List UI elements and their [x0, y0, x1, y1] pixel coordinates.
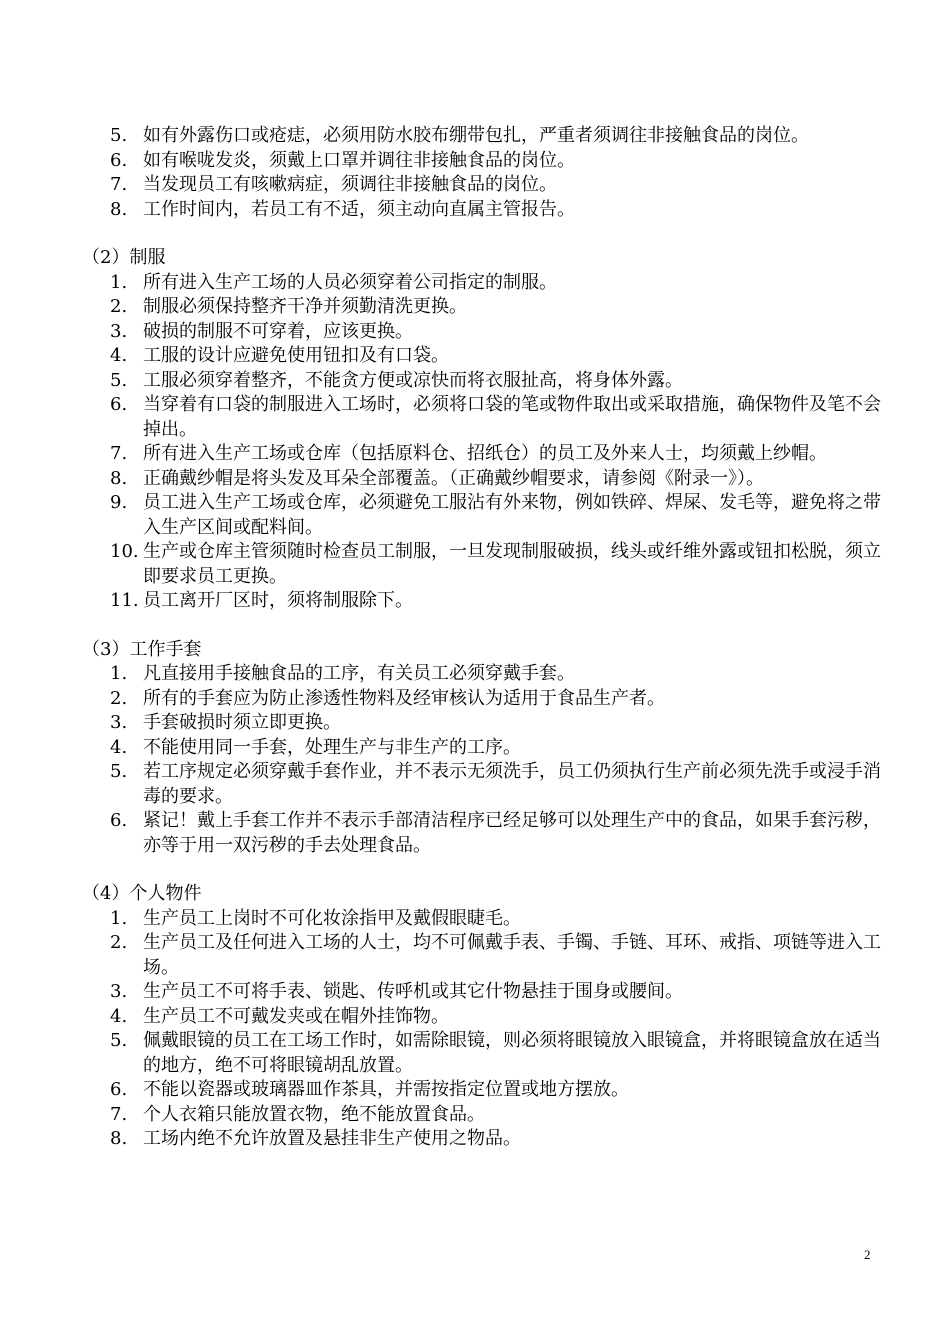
- list-item: [82, 491, 882, 540]
- list-item-number: 2.: [110, 296, 128, 317]
- list-item-number: 8.: [110, 1128, 128, 1149]
- list-item-number: 3.: [110, 981, 128, 1002]
- list-item-number: 6.: [110, 810, 128, 831]
- list-item: [82, 442, 882, 467]
- list-item: [82, 736, 882, 761]
- list-item: [82, 124, 882, 149]
- list-item-number: 11.: [110, 590, 139, 611]
- list-item-number: 6.: [110, 1079, 128, 1100]
- list-item-number: 7.: [110, 174, 128, 195]
- list-item-text: 生产员工不可将手表、锁匙、传呼机或其它什物悬挂于围身或腰间。: [143, 981, 683, 1002]
- section-list: [82, 907, 882, 1152]
- section-list: [82, 271, 882, 614]
- list-item-number: 2.: [110, 687, 128, 709]
- list-item: [82, 1005, 882, 1030]
- list-item: [82, 149, 882, 174]
- intro-list: [82, 124, 882, 222]
- list-item-text: 凡直接用手接触食品的工序，有关员工必须穿戴手套。: [143, 663, 575, 684]
- list-item-text: 员工进入生产工场或仓库，必须避免工服沾有外来物，例如铁碎、焊屎、发毛等，避免将之带入生产区间或配料间。: [143, 492, 881, 538]
- page-number: 2: [864, 1247, 871, 1262]
- list-item-number: 3.: [110, 320, 128, 342]
- list-item-number: 9.: [110, 492, 128, 513]
- list-item-text: 若工序规定必须穿戴手套作业，并不表示无须洗手，员工仍须执行生产前必须先洗手或浸手消毒的要求。: [143, 761, 881, 807]
- list-item: [82, 198, 882, 223]
- list-item-number: 4.: [110, 1005, 128, 1027]
- list-item-text: 工服必须穿着整齐，不能贪方便或凉快而将衣服扯高，将身体外露。: [143, 369, 683, 391]
- page-content: [82, 124, 882, 1152]
- list-item: [82, 540, 882, 589]
- list-item-text: 所有进入生产工场的人员必须穿着公司指定的制服。: [143, 271, 557, 293]
- list-item-number: 4.: [110, 345, 128, 366]
- list-item-text: 工作时间内，若员工有不适，须主动向直属主管报告。: [143, 198, 575, 220]
- list-item: [82, 980, 882, 1005]
- list-item: [82, 271, 882, 296]
- list-item-text: 所有进入生产工场或仓库（包括原料仓、招纸仓）的员工及外来人士，均须戴上纱帽。: [143, 443, 827, 464]
- list-item-number: 5.: [110, 369, 128, 391]
- list-item-text: 当发现员工有咳嗽病症，须调往非接触食品的岗位。: [143, 174, 557, 195]
- list-item-number: 8.: [110, 198, 128, 220]
- section: [82, 246, 882, 614]
- list-item-number: 7.: [110, 1103, 128, 1125]
- list-item: [82, 369, 882, 394]
- list-item: [82, 393, 882, 442]
- list-item-text: 员工离开厂区时，须将制服除下。: [143, 590, 413, 611]
- list-item-text: 工服的设计应避免使用钮扣及有口袋。: [143, 345, 449, 366]
- list-item: [82, 1078, 882, 1103]
- list-item-number: 6.: [110, 149, 128, 171]
- list-item-text: 手套破损时须立即更换。: [143, 712, 341, 733]
- list-item-text: 如有喉咙发炎，须戴上口罩并调往非接触食品的岗位。: [143, 149, 575, 171]
- list-item: [82, 711, 882, 736]
- list-item-text: 佩戴眼镜的员工在工场工作时，如需除眼镜，则必须将眼镜放入眼镜盒，并将眼镜盒放在适当的地方，绝不可将眼镜胡乱放置。: [143, 1030, 881, 1076]
- section-heading: （2）制服: [82, 247, 166, 268]
- list-item-number: 4.: [110, 736, 128, 758]
- list-item-number: 5.: [110, 1030, 128, 1051]
- list-item-number: 1.: [110, 271, 128, 293]
- list-item-number: 3.: [110, 712, 128, 733]
- list-item: [82, 662, 882, 687]
- section-heading: （4）个人物件: [82, 883, 202, 904]
- list-item: [82, 344, 882, 369]
- list-item-number: 5.: [110, 761, 128, 782]
- list-item-text: 当穿着有口袋的制服进入工场时，必须将口袋的笔或物件取出或采取措施，确保物件及笔不会掉出。: [143, 394, 881, 440]
- list-item-number: 10.: [110, 541, 139, 562]
- section: [82, 882, 882, 1152]
- list-item-number: 7.: [110, 443, 128, 464]
- list-item: [82, 320, 882, 345]
- list-item-text: 如有外露伤口或疮痣，必须用防水胶布绷带包扎，严重者须调往非接触食品的岗位。: [143, 125, 809, 146]
- sections-container: [82, 246, 882, 1152]
- list-item-number: 1.: [110, 663, 128, 684]
- list-item-number: 1.: [110, 907, 128, 929]
- list-item-number: 2.: [110, 932, 128, 953]
- list-item-number: 8.: [110, 467, 128, 489]
- list-item: [82, 687, 882, 712]
- list-item: [82, 760, 882, 809]
- list-item-text: 所有的手套应为防止渗透性物料及经审核认为适用于食品生产者。: [143, 687, 665, 709]
- list-item: [82, 467, 882, 492]
- list-item: [82, 295, 882, 320]
- list-item: [82, 173, 882, 198]
- list-item-text: 生产或仓库主管须随时检查员工制服，一旦发现制服破损，线头或纤维外露或钮扣松脱，须立即要求员工更换。: [143, 541, 881, 587]
- list-item-number: 6.: [110, 394, 128, 415]
- list-item-text: 生产员工上岗时不可化妆涂指甲及戴假眼睫毛。: [143, 907, 521, 929]
- list-item: [82, 809, 882, 858]
- list-item-text: 紧记！戴上手套工作并不表示手部清洁程序已经足够可以处理生产中的食品，如果手套污秽，亦等于用一双污秽的手去处理食品。: [143, 810, 881, 856]
- list-item: [82, 1103, 882, 1128]
- list-item-text: 不能使用同一手套，处理生产与非生产的工序。: [143, 736, 521, 758]
- section: [82, 638, 882, 859]
- list-item: [82, 931, 882, 980]
- list-item-text: 个人衣箱只能放置衣物，绝不能放置食品。: [143, 1103, 485, 1125]
- list-item-number: 5.: [110, 125, 128, 146]
- section-list: [82, 662, 882, 858]
- list-item-text: 正确戴纱帽是将头发及耳朵全部覆盖。（正确戴纱帽要求，请参阅《附录一》）。: [143, 467, 764, 489]
- list-item: [82, 589, 882, 614]
- list-item-text: 生产员工不可戴发夹或在帽外挂饰物。: [143, 1005, 449, 1027]
- list-item-text: 工场内绝不允许放置及悬挂非生产使用之物品。: [143, 1128, 521, 1149]
- list-item-text: 破损的制服不可穿着，应该更换。: [143, 320, 413, 342]
- section-heading: （3）工作手套: [82, 638, 202, 660]
- list-item-text: 不能以瓷器或玻璃器皿作茶具，并需按指定位置或地方摆放。: [143, 1079, 629, 1100]
- list-item-text: 制服必须保持整齐干净并须勤清洗更换。: [143, 296, 467, 317]
- list-item: [82, 1127, 882, 1152]
- list-item-text: 生产员工及任何进入工场的人士，均不可佩戴手表、手镯、手链、耳环、戒指、项链等进入工场。: [143, 932, 881, 978]
- list-item: [82, 907, 882, 932]
- list-item: [82, 1029, 882, 1078]
